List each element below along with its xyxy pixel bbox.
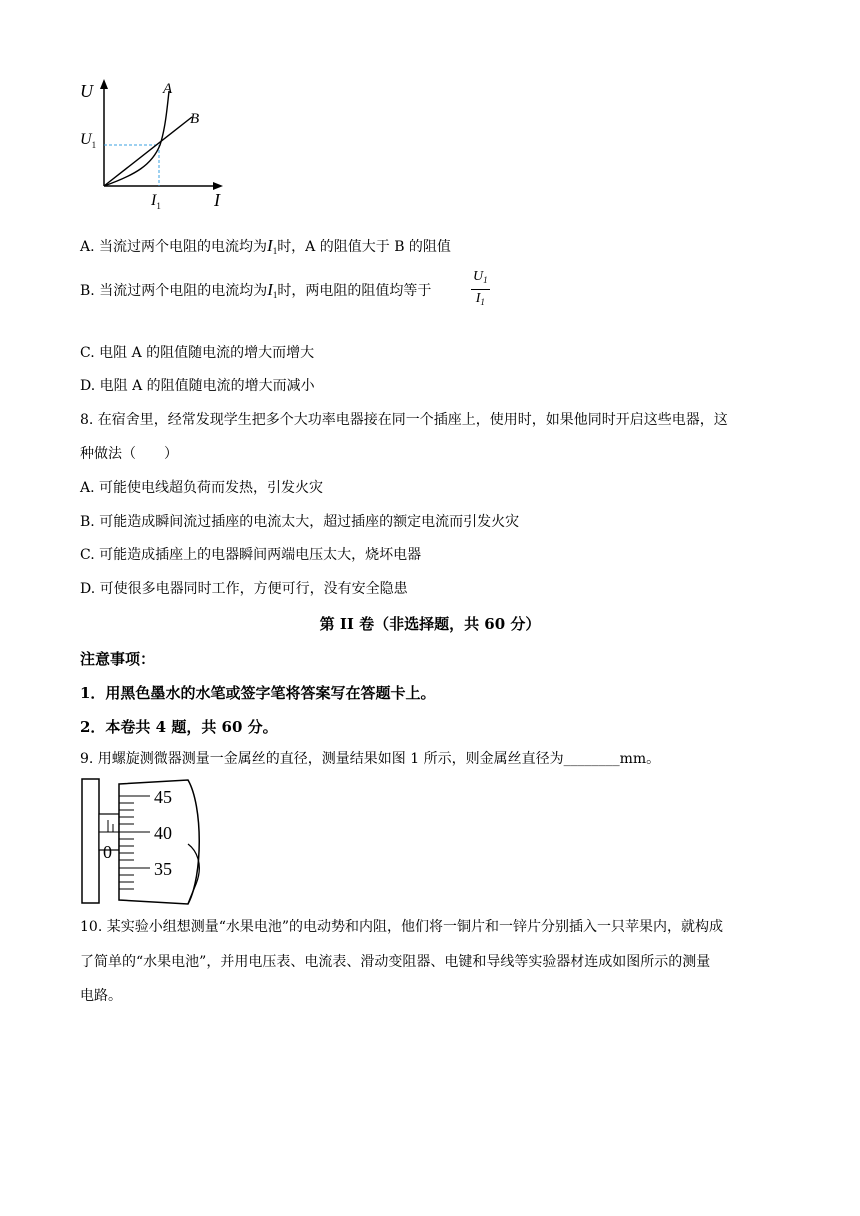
section-title: 第 II 卷（非选择题，共 60 分） xyxy=(319,615,541,633)
u1-label: $U_1$ xyxy=(80,131,97,150)
thimble-label-45: 45 xyxy=(154,787,172,807)
q8-option-d: D. 可使很多电器同时工作，方便可行，没有安全隐患 xyxy=(80,581,408,597)
line-b xyxy=(104,117,192,186)
i-axis-label: I xyxy=(214,190,220,210)
i-axis-arrow xyxy=(213,182,223,190)
micrometer-frame xyxy=(82,779,99,903)
sleeve-label-0: 0 xyxy=(103,842,112,862)
thimble-label-40: 40 xyxy=(154,823,172,843)
micrometer-figure xyxy=(78,776,218,908)
ui-graph xyxy=(70,75,240,215)
notice-label: 注意事项： xyxy=(80,650,156,668)
q7-option-a: A. 当流过两个电阻的电流均为$I_1$时，A 的阻值大于 B 的阻值 xyxy=(80,236,451,256)
notice-item-1: 1．用黑色墨水的水笔或签字笔将答案写在答题卡上。 xyxy=(80,684,436,702)
q8-option-a: A. 可能使电线超负荷而发热，引发火灾 xyxy=(80,480,324,496)
u-axis-arrow xyxy=(100,79,108,89)
curve-b-label: B xyxy=(190,111,200,127)
answer-blank: ________ xyxy=(563,751,620,767)
q7-option-d: D. 电阻 A 的阻值随电流的增大而减小 xyxy=(80,378,315,394)
q8-option-c: C. 可能造成插座上的电器瞬间两端电压太大，烧坏电器 xyxy=(80,547,422,563)
q10-stem-line2: 了简单的“水果电池”，并用电压表、电流表、滑动变阻器、电键和导线等实验器材连成如图所示的测量 xyxy=(80,954,711,970)
q9-stem: 9. 用螺旋测微器测量一金属丝的直径，测量结果如图 1 所示，则金属丝直径为________mm。 xyxy=(80,751,661,767)
q10-stem-line1: 10. 某实验小组想测量“水果电池”的电动势和内阻，他们将一铜片和一锌片分别插入一只苹果内，就构成 xyxy=(80,919,724,935)
curve-a-label: A xyxy=(163,81,173,97)
u-axis-label: U xyxy=(80,81,93,101)
u1-over-i1-fraction: $\frac{U_1}{I_1}$ xyxy=(473,269,488,307)
notice-item-2: 2．本卷共 4 题，共 60 分。 xyxy=(80,718,278,736)
thimble-label-35: 35 xyxy=(154,859,172,879)
q7-option-c: C. 电阻 A 的阻值随电流的增大而增大 xyxy=(80,345,315,361)
q7-option-b: B. 当流过两个电阻的电流均为$I_1$时，两电阻的阻值均等于 $\frac{U_1}{I_1}$ xyxy=(80,280,431,305)
q8-stem-line2: 种做法（ ） xyxy=(80,446,178,462)
q8-option-b: B. 可能造成瞬间流过插座的电流太大，超过插座的额定电流而引发火灾 xyxy=(80,514,520,530)
i1-label: $I_1$ xyxy=(151,192,161,211)
q10-stem-line3: 电路。 xyxy=(80,988,122,1004)
q8-stem-line1: 8. 在宿舍里，经常发现学生把多个大功率电器接在同一个插座上，使用时，如果他同时开启这些电器，这 xyxy=(80,412,728,428)
